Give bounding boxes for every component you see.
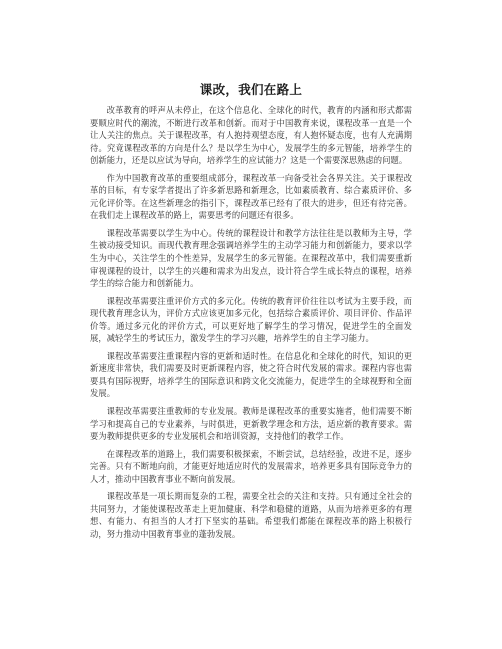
- document-body: [90, 104, 412, 546]
- page-title: 课改，我们在路上: [199, 82, 303, 97]
- paragraph-2: 作为中国教育改革的重要组成部分，课程改革一向备受社会各界关注。关于课程改革的目标，有专家学者提出了许多新思路和新理念，比如素质教育、综合素质评价、多元化评价等。在这些新理念的指引下，课程改革已经有了很大的进步，但还有待完善。在我们走上课程改革的路上，需要思考的问题还有很多。: [90, 172, 412, 221]
- paragraph-7: 在课程改革的道路上，我们需要积极探索，不断尝试，总结经验，改进不足，逐步完善。只有不断地向前，才能更好地适应时代的发展需求，培养更多具有国际竞争力的人才，推动中国教育事业不断向前发展。: [90, 448, 412, 484]
- paragraph-5: 课程改革需要注重课程内容的更新和适时性。在信息化和全球化的时代，知识的更新速度非常快，我们需要及时更新课程内容，使之符合时代发展的需求。课程内容也需要具有国际视野，培养学生的国际意识和跨文化交流能力，促进学生的全球视野和全面发展。: [90, 350, 412, 399]
- paragraph-1: 改革教育的呼声从未停止，在这个信息化、全球化的时代，教育的内涵和形式都需要顺应时代的潮流，不断进行改革和创新。而对于中国教育来说，课程改革一直是一个让人关注的焦点。关于课程改革，有人抱持观望态度，有人抱怀疑态度，也有人充满期待。究竟课程改革的方向是什么？是以学生为中心，发展学生的多元智能，培养学生的创新能力，还是以应试为导向，培养学生的应试能力？这是一个需要深思熟虑的问题。: [90, 105, 412, 166]
- paragraph-4: 课程改革需要注重评价方式的多元化。传统的教育评价往往以考试为主要手段，而现代教育理念认为，评价方式应该更加多元化，包括综合素质评价、项目评价、作品评价等。通过多元化的评价方式，可以更好地了解学生的学习情况，促进学生的全面发展，减轻学生的考试压力，激发学生的学习兴趣，培养学生的自主学习能力。: [90, 295, 412, 344]
- paragraph-3: 课程改革需要以学生为中心。传统的课程设计和教学方法往往是以教师为主导，学生被动接受知识。而现代教育理念强调培养学生的主动学习能力和创新能力，要求以学生为中心，关注学生的个性差异，发展学生的多元智能。在课程改革中，我们需要重新审视课程的设计，以学生的兴趣和需求为出发点，设计符合学生成长特点的课程，培养学生的综合能力和创新能力。: [90, 227, 412, 289]
- paragraph-8: 课程改革是一项长期而复杂的工程，需要全社会的关注和支持。只有通过全社会的共同努力，才能使课程改革走上更加健康、科学和稳健的道路，从而为培养更多的有理想、有能力、有担当的人才打下坚实的基础。希望我们都能在课程改革的路上积极行动，努力推动中国教育事业的蓬勃发展。: [90, 491, 412, 539]
- paragraph-6: 课程改革需要注重教师的专业发展。教师是课程改革的重要实施者，他们需要不断学习和提高自己的专业素养，与时俱进，更新教学理念和方法，适应新的教育要求。需要为教师提供更多的专业发展机会和培训资源，支持他们的教学工作。: [90, 406, 412, 442]
